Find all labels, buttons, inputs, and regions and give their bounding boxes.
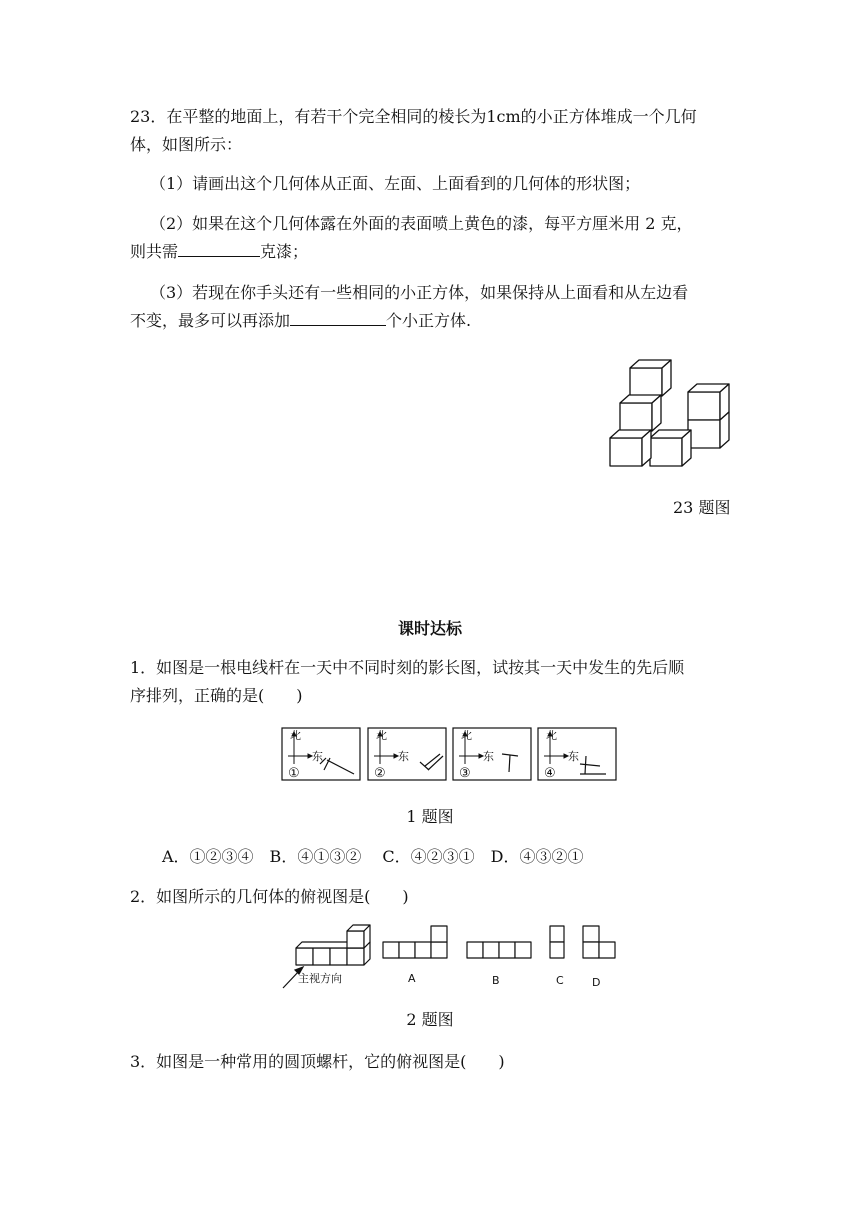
- panel4-number: ④: [544, 766, 556, 781]
- q23-answer-blank-1[interactable]: [178, 240, 260, 257]
- panel4-north-label: 北: [546, 729, 557, 742]
- q2-line1: 2．如图所示的几何体的俯视图是( ): [130, 887, 409, 906]
- q2-figure-caption: 2 题图: [406, 1010, 454, 1029]
- q1-line1: 1．如图是一根电线杆在一天中不同时刻的影长图，试按其一天中发生的先后顺: [130, 658, 685, 677]
- q23-figure-caption: 23 题图: [673, 498, 731, 517]
- q1-options: A．①②③④ B．④①③② C．④②③① D．④③②①: [162, 847, 584, 866]
- q23-part2-line1: （2）如果在这个几何体露在外面的表面喷上黄色的漆，每平方厘米用 2 克，: [150, 214, 693, 233]
- q23-part2-line2: [130, 240, 308, 263]
- panel1-east-label: 东: [312, 750, 323, 763]
- q23-part3-line2: [130, 309, 471, 332]
- panel2-east-label: 东: [398, 750, 409, 763]
- panel3-north-label: 北: [461, 729, 472, 742]
- q1-shadow-panels-figure: [280, 726, 620, 782]
- q23-part3-text-after: 个小正方体.: [386, 311, 472, 330]
- q23-part3-line1: （3）若现在你手头还有一些相同的小正方体，如果保持从上面看和从左边看: [150, 283, 689, 302]
- q23-cube-stack-figure: [600, 348, 740, 473]
- q23-part1: （1）请画出这个几何体从正面、左面、上面看到的几何体的形状图；: [150, 174, 641, 193]
- q2-figure: [278, 922, 622, 994]
- panel3-east-label: 东: [483, 750, 494, 763]
- q23-answer-blank-2[interactable]: [290, 309, 386, 326]
- q2-option-a-label: A: [408, 972, 416, 985]
- q23-line2: 体，如图所示：: [130, 135, 243, 154]
- q23-part2-text-before: 则共需: [130, 242, 179, 261]
- q23-part2-text-after: 克漆；: [260, 242, 309, 261]
- panel3-number: ③: [459, 766, 471, 781]
- panel2-north-label: 北: [376, 729, 387, 742]
- q2-option-b-label: B: [492, 974, 500, 987]
- q3-line1: 3．如图是一种常用的圆顶螺杆，它的俯视图是( ): [130, 1052, 505, 1071]
- q23-part3-text-before: 不变，最多可以再添加: [130, 311, 291, 330]
- q2-direction-label: 主视方向: [298, 972, 342, 985]
- panel2-number: ②: [374, 766, 386, 781]
- panel1-number: ①: [288, 766, 300, 781]
- q1-line2: 序排列，正确的是( ): [130, 686, 303, 705]
- q23-line1: 23．在平整的地面上，有若干个完全相同的棱长为1cm的小正方体堆成一个几何: [130, 107, 697, 126]
- q1-figure-caption: 1 题图: [406, 807, 454, 826]
- panel4-east-label: 东: [568, 750, 579, 763]
- panel1-north-label: 北: [290, 729, 301, 742]
- section-title: 课时达标: [397, 619, 462, 638]
- q2-option-c-label: C: [556, 974, 564, 987]
- q2-option-d-label: D: [592, 976, 601, 989]
